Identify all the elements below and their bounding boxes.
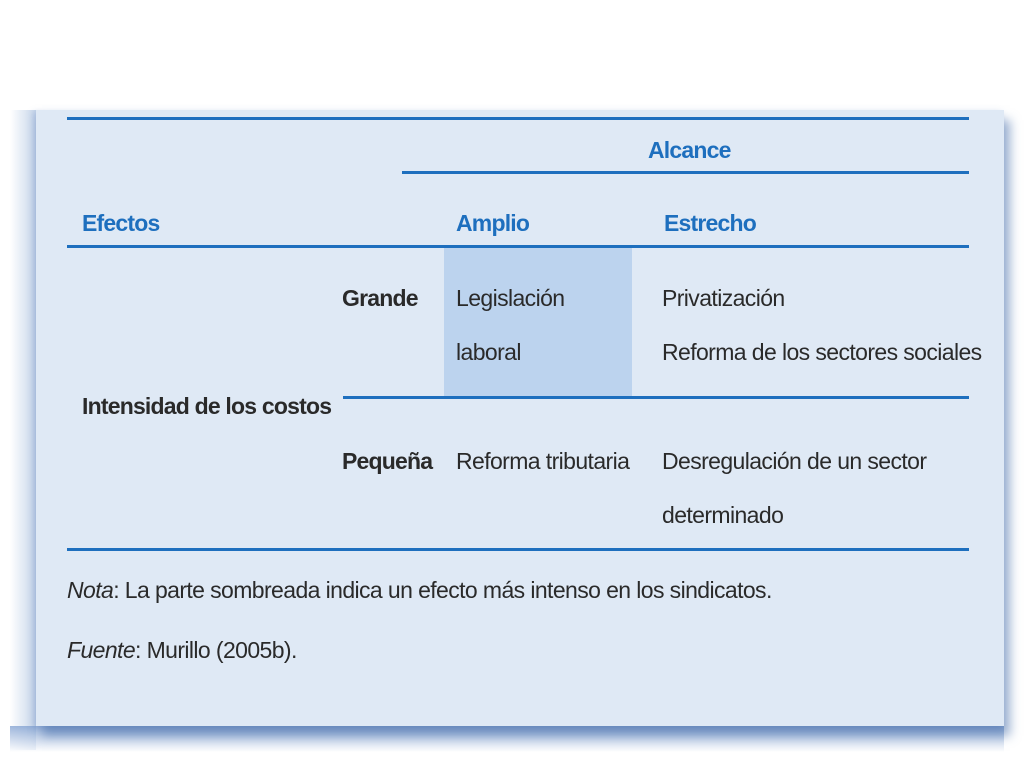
cell-grande-amplio [456, 271, 564, 379]
alcance-rule [402, 171, 969, 174]
row-label-grande: Grande [342, 285, 418, 311]
header-estrecho: Estrecho [664, 210, 757, 236]
nota-text: : La parte sombreada indica un efecto más intenso en los sindicatos. [113, 577, 772, 603]
row-label-pequena: Pequeña [342, 448, 433, 474]
cell-line: determinado [662, 502, 784, 528]
fuente-line [67, 636, 297, 664]
row-divider [343, 396, 969, 399]
top-rule [67, 117, 969, 120]
header-efectos: Efectos [82, 210, 160, 236]
panel-shadow [10, 110, 36, 750]
header-amplio: Amplio [456, 210, 530, 236]
cell-line: laboral [456, 339, 521, 365]
cell-line: Legislación [456, 285, 565, 311]
cell-line: Desregulación de un sector [662, 448, 927, 474]
fuente-label: Fuente [67, 637, 136, 663]
bottom-rule [67, 548, 969, 551]
panel-shadow-bottom [10, 726, 1004, 752]
header-rule [67, 245, 969, 248]
nota-line [67, 576, 772, 604]
row-group-label: Intensidad de los costos [82, 393, 332, 419]
cell-pequena-estrecho [662, 434, 926, 542]
cell-line: Privatización [662, 285, 785, 311]
nota-label: Nota [67, 577, 114, 603]
fuente-text: : Murillo (2005b). [135, 637, 297, 663]
header-alcance: Alcance [648, 137, 731, 163]
cell-pequena-amplio: Reforma tributaria [456, 448, 630, 474]
cell-grande-estrecho [662, 271, 982, 379]
cell-line: Reforma de los sectores sociales [662, 339, 982, 365]
